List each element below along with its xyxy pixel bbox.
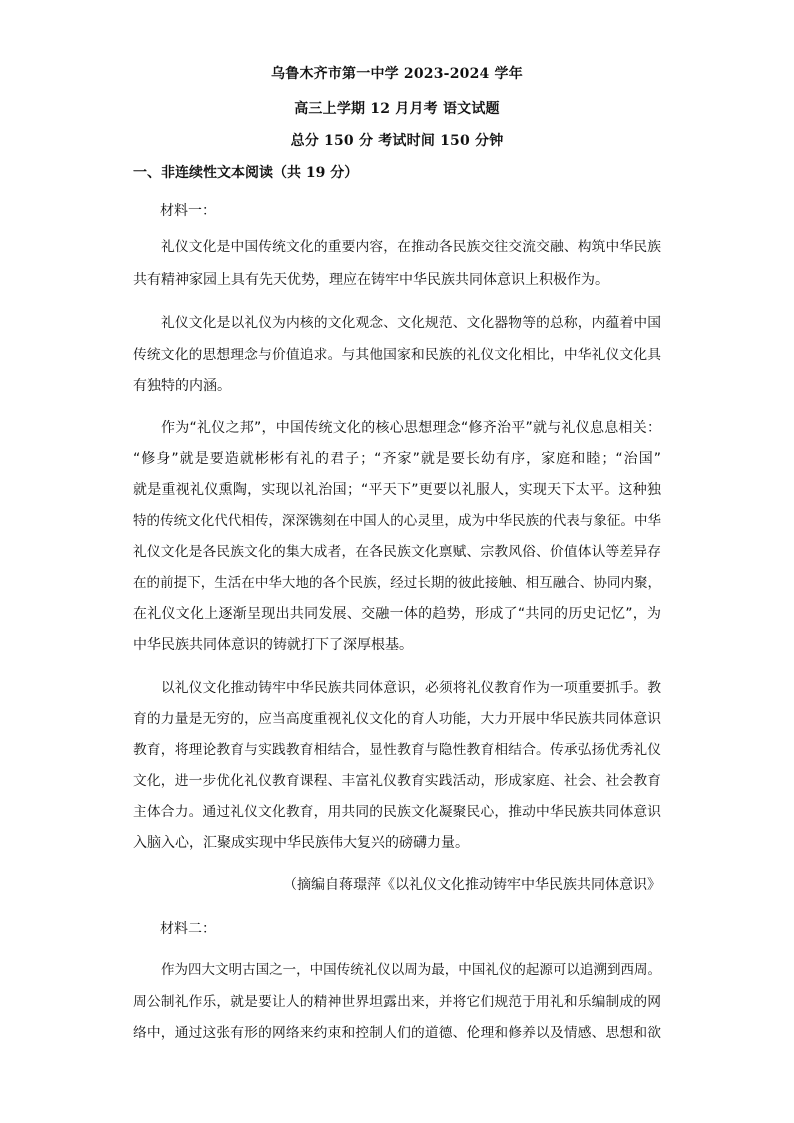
paragraph-line: 文化，进一步优化礼仪教育课程、丰富礼仪教育实践活动，形成家庭、社会、社会教育 <box>133 773 661 789</box>
paragraph-line: 就是重视礼仪熏陶，实现以礼治国；“平天下”更要以礼服人，实现天下太平。这种独 <box>133 482 661 498</box>
paragraph-line: 礼仪文化是中国传统文化的重要内容，在推动各民族交往交流交融、构筑中华民族 <box>161 239 661 255</box>
paragraph-line: 以礼仪文化推动铸牢中华民族共同体意识，必须将礼仪教育作为一项重要抓手。教 <box>161 680 661 696</box>
paragraph-line: 入脑入心，汇聚成实现中华民族伟大复兴的磅礴力量。 <box>133 835 469 851</box>
paragraph-line: 礼仪文化是以礼仪为内核的文化观念、文化规范、文化器物等的总称，内蕴着中国 <box>161 315 661 331</box>
paragraph-line: 共有精神家园上具有先天优势，理应在铸牢中华民族共同体意识上积极作为。 <box>133 272 609 288</box>
paragraph-line: 特的传统文化代代相传，深深镌刻在中国人的心灵里，成为中华民族的代表与象征。中华 <box>133 513 661 529</box>
paragraph-line: 作为四大文明古国之一，中国传统礼仪以周为最，中国礼仪的起源可以追溯到西周。 <box>161 962 661 978</box>
paragraph-line: 教育，将理论教育与实践教育相结合，显性教育与隐性教育相结合。传承弘扬优秀礼仪 <box>133 742 661 758</box>
paragraph-line: 主体合力。通过礼仪文化教育，用共同的民族文化凝聚民心，推动中华民族共同体意识 <box>133 804 661 820</box>
paragraph-line: 礼仪文化是各民族文化的集大成者，在各民族文化禀赋、宗教风俗、价值体认等差异存 <box>133 544 661 560</box>
paragraph-line: 育的力量是无穷的，应当高度重视礼仪文化的育人功能，大力开展中华民族共同体意识 <box>133 711 661 727</box>
exam-title: 乌鲁木齐市第一中学 2023-2024 学年 <box>271 66 523 82</box>
material-one-label: 材料一： <box>160 203 216 219</box>
paragraph-line: 中华民族共同体意识的铸就打下了深厚根基。 <box>133 637 413 653</box>
source-citation: （摘编自蒋璟萍《以礼仪文化推动铸牢中华民族共同体意识》 <box>283 877 661 893</box>
paragraph-line: 传统文化的思想理念与价值追求。与其他国家和民族的礼仪文化相比，中华礼仪文化具 <box>133 347 661 363</box>
paragraph-line: 有独特的内涵。 <box>133 378 231 394</box>
paragraph-line: 在的前提下，生活在中华大地的各个民族，经过长期的彼此接触、相互融合、协同内聚， <box>133 575 661 591</box>
paragraph-line: 在礼仪文化上逐渐呈现出共同发展、交融一体的趋势，形成了“共同的历史记忆”，为 <box>133 606 661 622</box>
paragraph-line: 周公制礼作乐，就是要让人的精神世界坦露出来，并将它们规范于用礼和乐编制成的网 <box>133 994 661 1010</box>
exam-score-time: 总分 150 分 考试时间 150 分钟 <box>290 133 504 149</box>
section-heading: 一、非连续性文本阅读（共 19 分） <box>133 165 359 181</box>
material-two-label: 材料二： <box>160 921 216 937</box>
paragraph-line: 络中，通过这张有形的网络来约束和控制人们的道德、伦理和修养以及情感、思想和欲 <box>133 1025 661 1041</box>
paragraph-line: “修身”就是要造就彬彬有礼的君子；“齐家”就是要长幼有序，家庭和睦；“治国” <box>133 451 661 467</box>
exam-subtitle: 高三上学期 12 月月考 语文试题 <box>294 101 500 117</box>
paragraph-line: 作为“礼仪之邦”，中国传统文化的核心思想理念“修齐治平”就与礼仪息息相关： <box>161 420 661 436</box>
